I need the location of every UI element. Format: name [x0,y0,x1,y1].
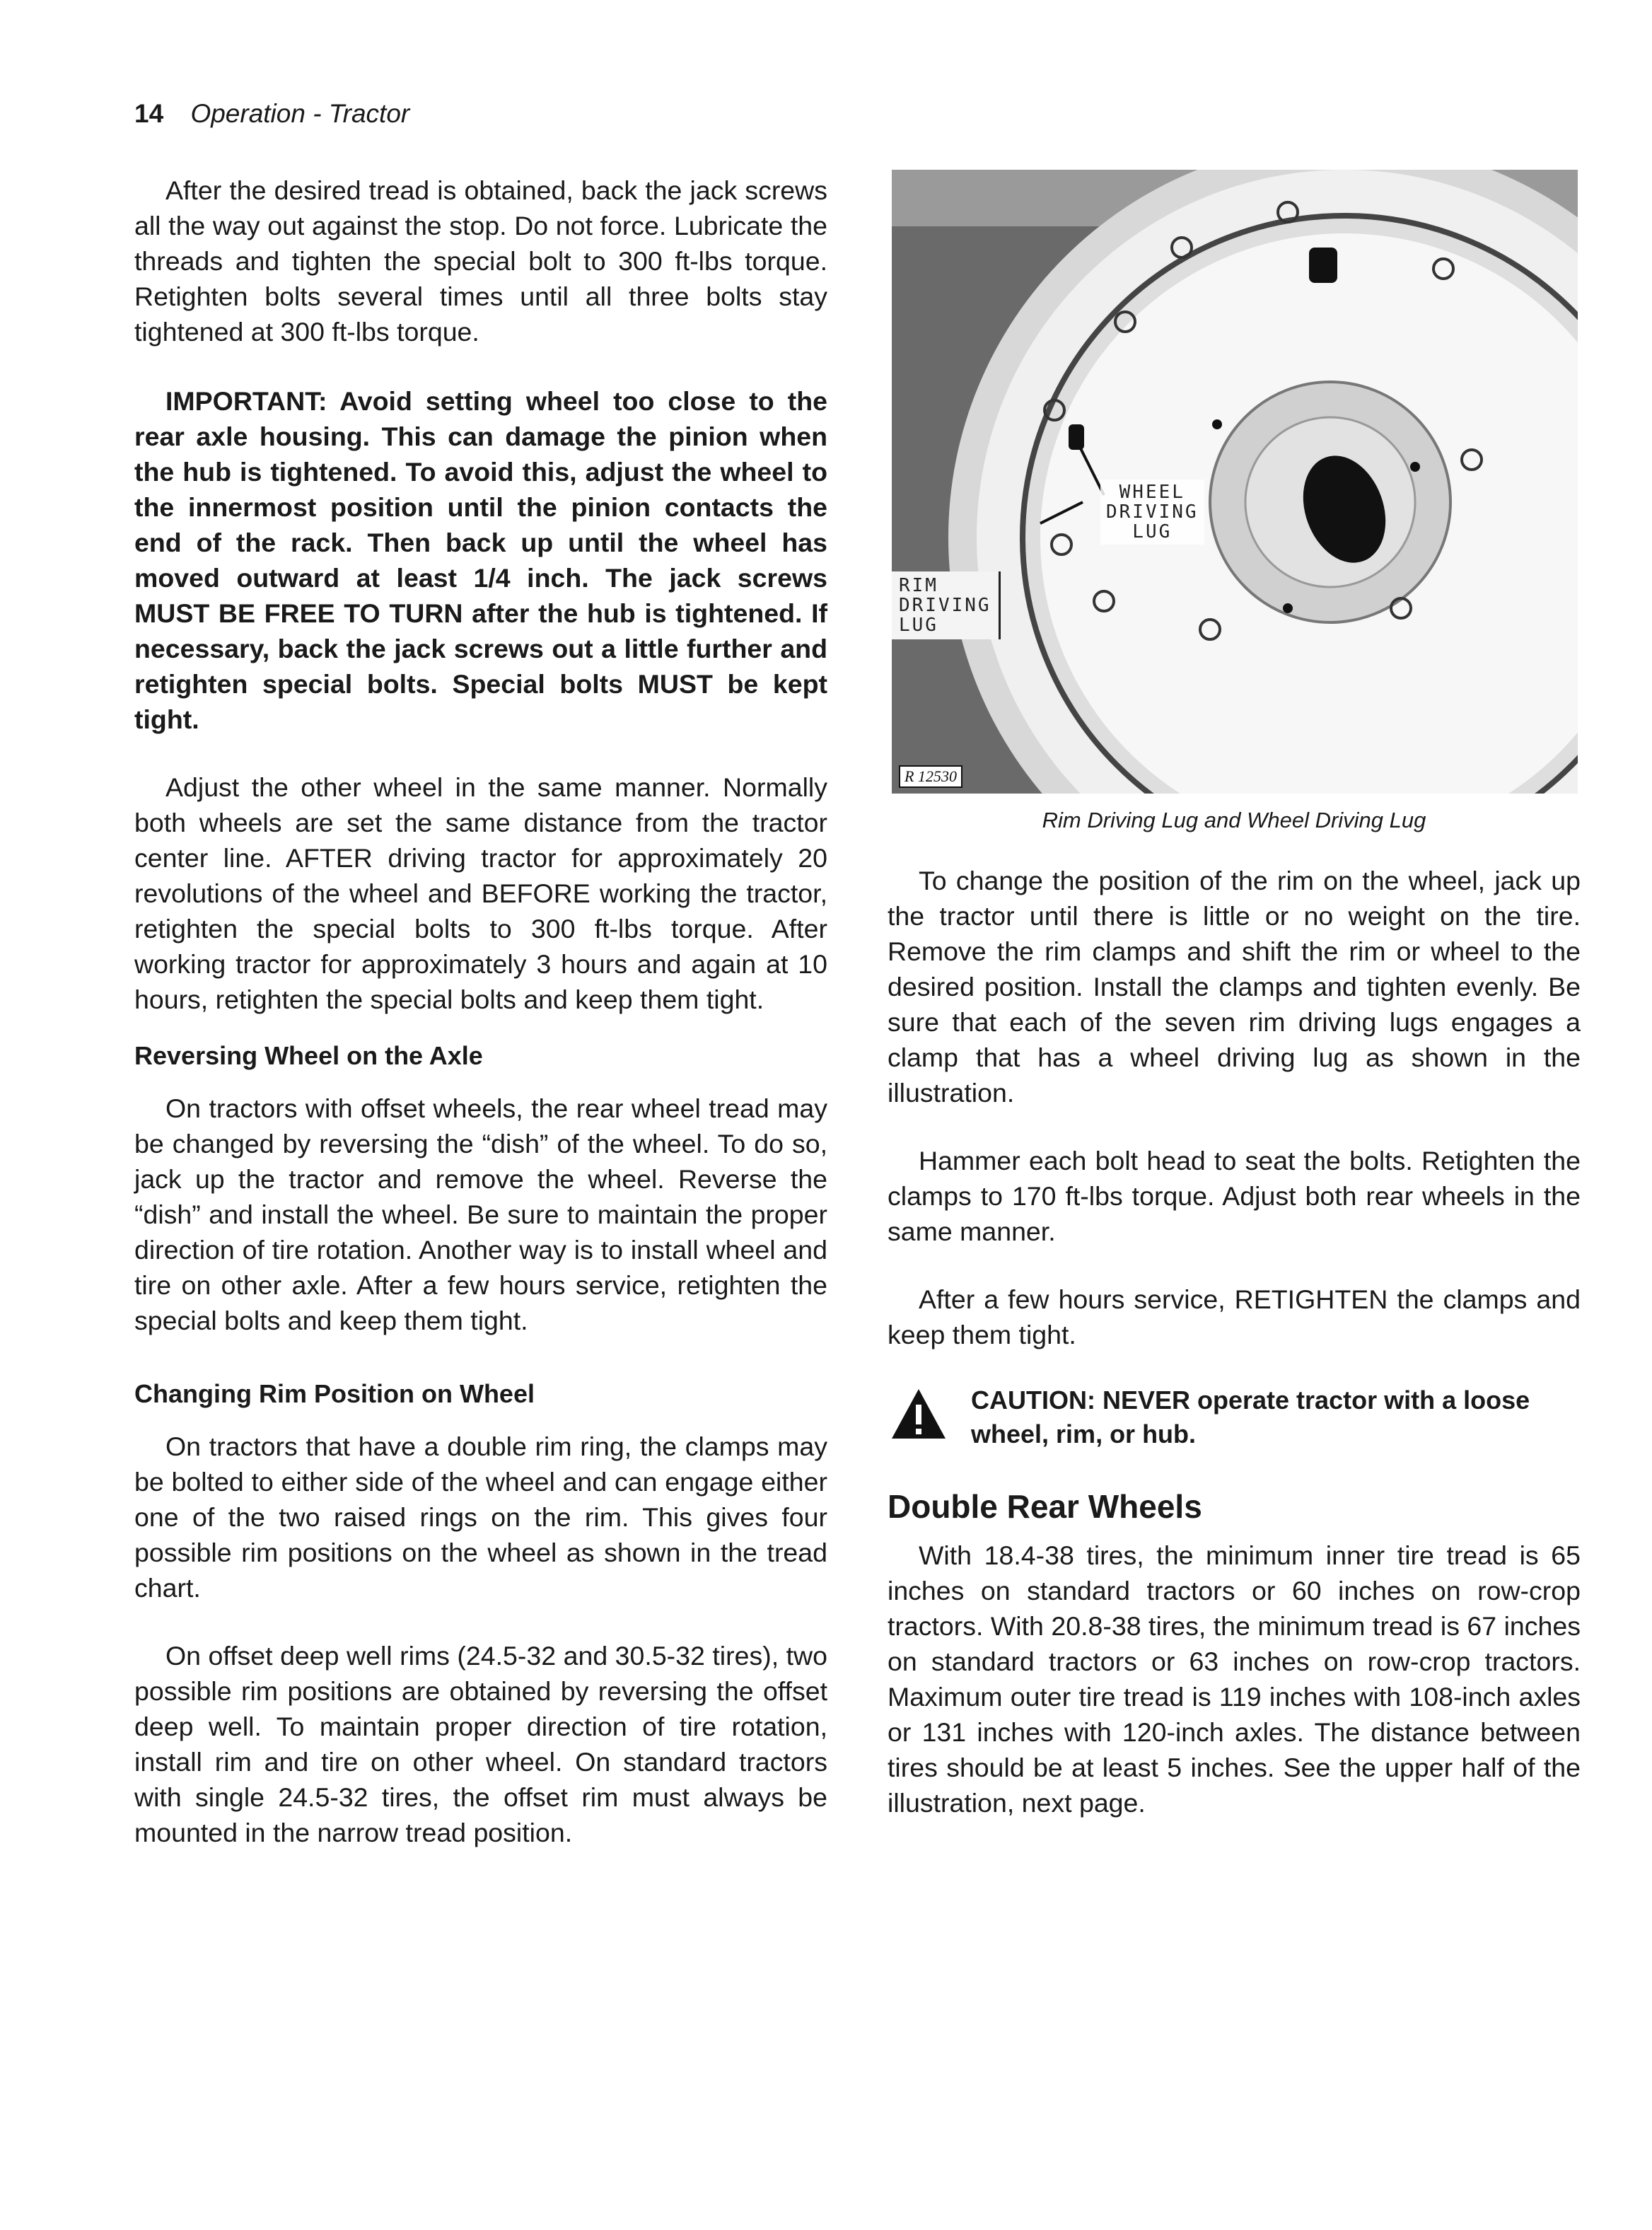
heading-double-rear-wheels: Double Rear Wheels [888,1488,1202,1525]
rim-label-line-3: LUG [899,615,938,636]
caution-text: CAUTION: NEVER operate tractor with a loose wheel, rim, or hub. [971,1386,1530,1448]
paragraph-change-rim-position: To change the position of the rim on the wheel, jack up the tractor until there is little or no weight on the tire. Remove the rim clamps and shift the rim or wheel to the desired position. Install the clamps and tighten evenly. Be sure that each of the seven rim driving lugs engages a clamp that has a wheel driving lug as shown in the illustration. [888,866,1581,1108]
figure-reference-number: R 12530 [899,765,962,788]
paragraph-hammer-bolts: Hammer each bolt head to seat the bolts. Retighten the clamps to 170 ft-lbs torque. Adjust both rear wheels in the same manner. [888,1146,1581,1246]
wheel-photo [892,170,1578,794]
wheel-label-line-2: DRIVING [1106,501,1199,523]
rim-label-line-2: DRIVING [899,595,991,616]
paragraph-reversing-wheel: On tractors with offset wheels, the rear wheel tread may be changed by reversing the “dish” of the wheel. To do so, jack up the tractor and remove the wheel. Reverse the “dish” and install the wheel. Be sure to maintain the proper direction of tire rotation. Another way is to install wheel and tire on other axle. After a few hours service, retighten the special bolts and keep them tight. [134,1093,827,1335]
paragraph-double-rear-wheels: With 18.4-38 tires, the minimum inner tire tread is 65 inches on standard tractors or 60 inches on row-crop tractors. With 20.8-38 tires, the minimum tread is 67 inches on standard tractors or 63 inches on row-crop tractors. Maximum outer tire tread is 119 inches with 108-inch axles or 131 inches with 120-inch axles. The distance between tires should be at least 5 inches. See the upper half of the illustration, next page. [888,1540,1581,1818]
figure-caption: Rim Driving Lug and Wheel Driving Lug [1042,808,1426,832]
wheel-illustration [892,170,1578,794]
paragraph-adjust-other-wheel: Adjust the other wheel in the same manner. Normally both wheels are set the same distance from the tractor center line. AFTER driving tractor for approximately 20 revolutions of the wheel and BEFORE working the tractor, retighten the special bolts to 300 ft-lbs torque. After working tractor for approximately 3 hours and again at 10 hours, retighten the special bolts and keep them tight. [134,772,827,1014]
wheel-driving-lug-label [1100,480,1204,545]
important-notice: IMPORTANT: Avoid setting wheel too close to the rear axle housing. This can damage the pinion when the hub is tightened. To avoid this, adjust the wheel to the innermost position until the pinion contacts the end of the rack. Then back up until the wheel has moved outward at least 1/4 inch. The jack screws MUST BE FREE TO TURN after the hub is tightened. If necessary, back the jack screws out a little further and retighten special bolts. Special bolts MUST be kept tight. [134,386,827,734]
rim-label-line-1: RIM [899,575,938,596]
page-running-title: Operation - Tractor [190,99,410,128]
paragraph-retighten-clamps: After a few hours service, RETIGHTEN the clamps and keep them tight. [888,1284,1581,1349]
paragraph-jack-screws: After the desired tread is obtained, back the jack screws all the way out against the stop. Do not force. Lubricate the threads and tighten the special bolt to 300 ft-lbs torque. Retighten bolts several times until all three bolts stay tightened at 300 ft-lbs torque. [134,175,827,347]
paragraph-offset-rims: On offset deep well rims (24.5-32 and 30.5-32 tires), two possible rim positions are obtained by reversing the offset deep well. To maintain proper direction of tire rotation, install rim and tire on other wheel. On standard tractors with single 24.5-32 tires, the offset rim must always be mounted in the narrow tread position. [134,1641,827,1847]
rim-driving-lug-label [892,571,1001,639]
right-column [888,170,1581,1820]
heading-changing-rim: Changing Rim Position on Wheel [134,1379,535,1408]
caution-warning-icon [890,1388,947,1440]
heading-reversing-wheel: Reversing Wheel on the Axle [134,1041,483,1070]
wheel-label-line-3: LUG [1132,521,1173,542]
left-column [134,170,827,1850]
caution-block [888,1383,1581,1451]
page-header [134,99,409,129]
paragraph-double-rim: On tractors that have a double rim ring, the clamps may be bolted to either side of the wheel and can engage either one of the two raised rings on the rim. This gives four possible rim positions on the wheel as shown in the tread chart. [134,1432,827,1603]
page-number: 14 [134,99,164,128]
wheel-label-line-1: WHEEL [1119,482,1185,503]
